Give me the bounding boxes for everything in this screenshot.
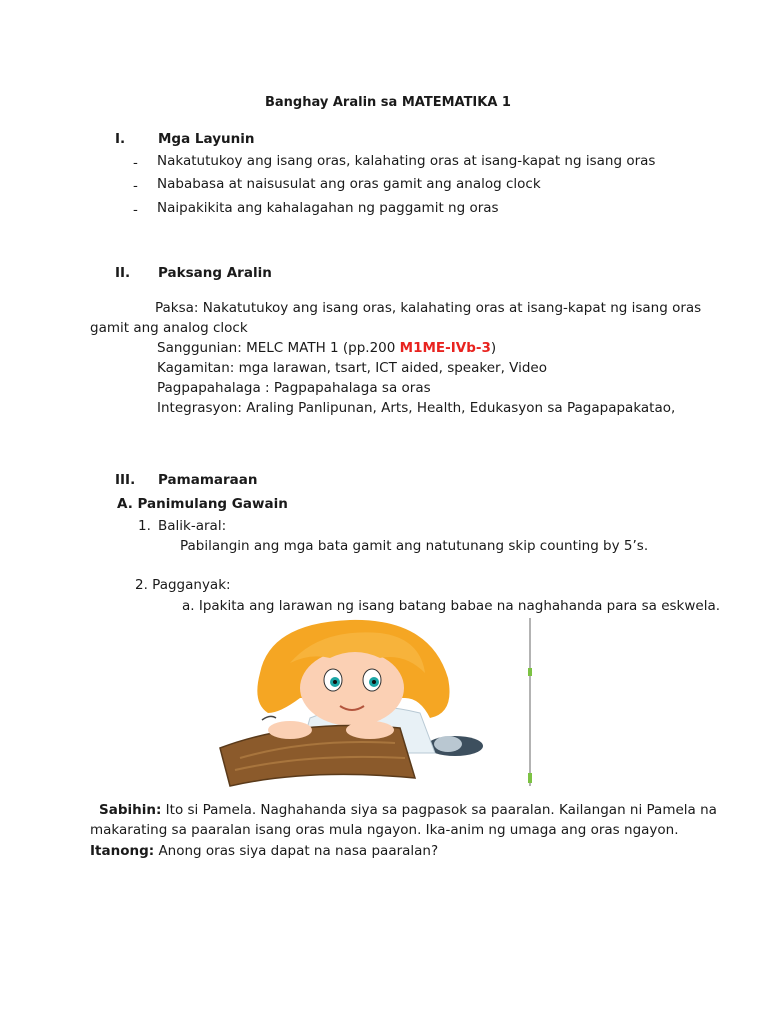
bullet-dash: - — [133, 202, 138, 218]
item-2a-text: a. Ipakita ang larawan ng isang batang babae na naghahanda para sa eskwela. — [182, 598, 721, 614]
girl-with-book-illustration — [180, 618, 540, 788]
item-2-label: 2. Pagganyak: — [135, 577, 231, 593]
itanong-line — [90, 843, 438, 859]
section-3-number: III. — [115, 472, 136, 488]
integrasyon-line: Integrasyon: Araling Panlipunan, Arts, Health, Edukasyon sa Pagapapakatao, — [157, 400, 676, 416]
item-1-text: Pabilangin ang mga bata gamit ang natutunang skip counting by 5’s. — [180, 538, 649, 554]
objective-item: Naipakikita ang kahalagahan ng paggamit ng oras — [157, 200, 499, 216]
sanggunian-line — [157, 340, 496, 356]
itanong-label: Itanong: — [90, 843, 155, 859]
section-2-number: II. — [115, 265, 131, 281]
section-2-heading: Paksang Aralin — [158, 265, 272, 281]
itanong-text: Anong oras siya dapat na nasa paaralan? — [154, 843, 439, 859]
bullet-dash: - — [133, 155, 138, 171]
objective-item: Nababasa at naisusulat ang oras gamit ang analog clock — [157, 176, 541, 192]
sabihin-line-2: makarating sa paaralan isang oras mula ngayon. Ika-anim ng umaga ang oras ngayon. — [90, 822, 679, 838]
item-1-number: 1. — [138, 518, 151, 534]
section-1-number: I. — [115, 131, 126, 147]
sanggunian-close: ) — [490, 340, 497, 356]
objective-item: Nakatutukoy ang isang oras, kalahating oras at isang-kapat ng isang oras — [157, 153, 656, 169]
sabihin-label: Sabihin: — [99, 802, 162, 818]
item-1-label: Balik-aral: — [158, 518, 227, 534]
sabihin-line-1 — [99, 802, 717, 818]
sanggunian-text: Sanggunian: MELC MATH 1 (pp.200 — [157, 340, 400, 356]
subsection-a-heading: A. Panimulang Gawain — [117, 496, 288, 512]
paksa-line-2: gamit ang analog clock — [90, 320, 248, 336]
document-title: Banghay Aralin sa MATEMATIKA 1 — [265, 95, 511, 110]
section-3-heading: Pamamaraan — [158, 472, 258, 488]
pagpapahalaga-line: Pagpapahalaga : Pagpapahalaga sa oras — [157, 380, 431, 396]
section-1-heading: Mga Layunin — [158, 131, 255, 147]
melc-code: M1ME-IVb-3 — [399, 340, 491, 356]
sabihin-text-1: Ito si Pamela. Naghahanda siya sa pagpasok sa paaralan. Kailangan ni Pamela na — [161, 802, 717, 818]
bullet-dash: - — [133, 178, 138, 194]
paksa-line-1: Paksa: Nakatutukoy ang isang oras, kalahating oras at isang-kapat ng isang oras — [155, 300, 702, 316]
kagamitan-line: Kagamitan: mga larawan, tsart, ICT aided, speaker, Video — [157, 360, 547, 376]
